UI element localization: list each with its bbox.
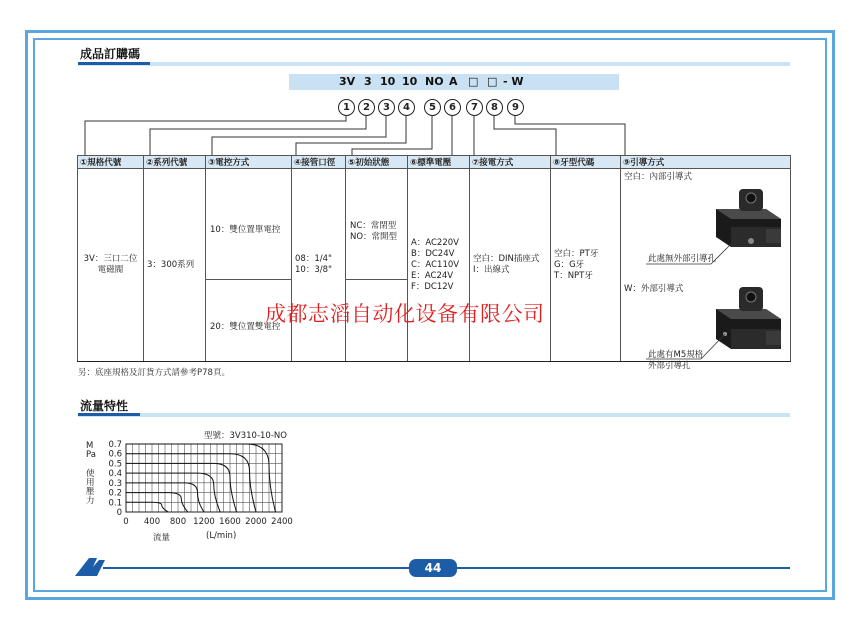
chart-x-unit: (L/min) <box>206 531 237 541</box>
wiring-din: 空白：DIN插座式 <box>473 254 540 264</box>
pilot-internal-note: 此處無外部引導孔 <box>648 254 717 264</box>
voltage-c: C：AC110V <box>411 259 460 270</box>
state-nc: NC：常閉型 <box>350 221 397 231</box>
state-no: NO：常開型 <box>350 232 398 242</box>
thread-pt: 空白：PT牙 <box>554 248 599 259</box>
flow-curve-5 <box>126 463 237 512</box>
circle-number-9: 9 <box>507 99 524 116</box>
circle-number-7: 7 <box>466 99 483 116</box>
y-tick-label: 0.1 <box>108 498 122 509</box>
order-section-title: 成品訂購碼 <box>80 47 141 61</box>
y-tick-label: 0.4 <box>108 469 122 480</box>
header-pilot-method: ⑨引導方式 <box>621 156 791 169</box>
voltage-a: A：AC220V <box>411 237 459 248</box>
thread-g: G：G牙 <box>554 259 585 270</box>
header-initial-state: ⑤初始狀態 <box>346 156 408 169</box>
x-tick-label: 0 <box>123 517 129 527</box>
spec-code-line-1: 3V：三口二位 <box>83 254 138 264</box>
x-tick-label: 1200 <box>193 517 215 527</box>
pilot-external-note-2: 外部引導孔 <box>648 361 691 371</box>
y-tick-label: 0.5 <box>108 459 122 470</box>
circle-number-8: 8 <box>486 99 503 116</box>
thread-npt: T：NPT牙 <box>554 270 593 281</box>
control-single: 10：雙位置單電控 <box>210 225 281 235</box>
chart-y-label: 使用壓力 <box>86 469 95 506</box>
voltage-b: B：DC24V <box>411 248 455 259</box>
header-series-code: ②系列代號 <box>144 156 206 169</box>
chart-y-unit: MPa <box>86 441 96 460</box>
header-spec-code: ①規格代號 <box>78 156 144 169</box>
header-wiring-method: ⑦接電方式 <box>470 156 551 169</box>
y-tick-label: 0.2 <box>108 488 122 499</box>
footer-rule-right <box>457 567 790 569</box>
port-size-08: 08：1/4" <box>295 254 332 264</box>
chart-x-label: 流量 <box>153 533 171 543</box>
control-double: 20：雙位置雙電控 <box>210 322 281 332</box>
code-part-8: □ <box>487 75 498 88</box>
voltage-f: F：DC12V <box>411 281 454 292</box>
y-tick-label: 0.7 <box>108 440 122 450</box>
code-part-3: 10 <box>380 75 396 88</box>
circle-number-4: 4 <box>398 99 415 116</box>
header-standard-voltage: ⑥標準電壓 <box>408 156 470 169</box>
chart-title: 型號：3V310-10-NO <box>204 431 287 441</box>
voltage-e: E：AC24V <box>411 270 454 281</box>
circle-number-6: 6 <box>444 99 461 116</box>
x-tick-label: 800 <box>169 517 187 527</box>
footer-rule-left <box>103 567 409 569</box>
circle-number-3: 3 <box>378 99 395 116</box>
table-footnote: 另：底座規格及訂貨方式請參考P78頁。 <box>78 368 230 378</box>
company-logo <box>75 556 105 576</box>
pilot-internal: 空白：內部引導式 <box>624 172 693 182</box>
header-port-size: ④接管口徑 <box>292 156 346 169</box>
flow-section-title: 流量特性 <box>80 399 129 413</box>
x-tick-label: 400 <box>143 517 161 527</box>
code-part-9: - W <box>503 75 524 88</box>
header-control-method: ③電控方式 <box>206 156 292 169</box>
code-part-2: 3 <box>364 75 372 88</box>
circle-number-1: 1 <box>338 99 355 116</box>
wiring-lead: I：出線式 <box>473 265 510 275</box>
code-part-7: □ <box>468 75 479 88</box>
pilot-external-note-1: 此處有M5規格 <box>648 350 704 360</box>
code-part-6: A <box>449 75 458 88</box>
x-tick-label: 1600 <box>219 517 241 527</box>
x-tick-label: 2000 <box>245 517 267 527</box>
code-part-4: 10 <box>402 75 418 88</box>
port-size-10: 10：3/8" <box>295 265 332 275</box>
spec-code-line-2: 電磁閥 <box>97 265 124 275</box>
code-part-1: 3V <box>339 75 356 88</box>
x-tick-label: 2400 <box>271 517 293 527</box>
series-code-value: 3：300系列 <box>147 259 195 270</box>
watermark-text: 成都志滔自动化设备有限公司 <box>265 302 545 326</box>
pilot-external: W：外部引導式 <box>624 284 684 294</box>
y-tick-label: 0.3 <box>108 478 122 489</box>
y-tick-label: 0.6 <box>108 449 122 460</box>
code-part-5: NO <box>425 75 444 88</box>
header-thread-code: ⑧牙型代碼 <box>551 156 621 169</box>
circle-number-2: 2 <box>358 99 375 116</box>
y-tick-label: 0 <box>116 508 122 518</box>
page-number: 44 <box>409 559 457 577</box>
circle-number-5: 5 <box>424 99 441 116</box>
